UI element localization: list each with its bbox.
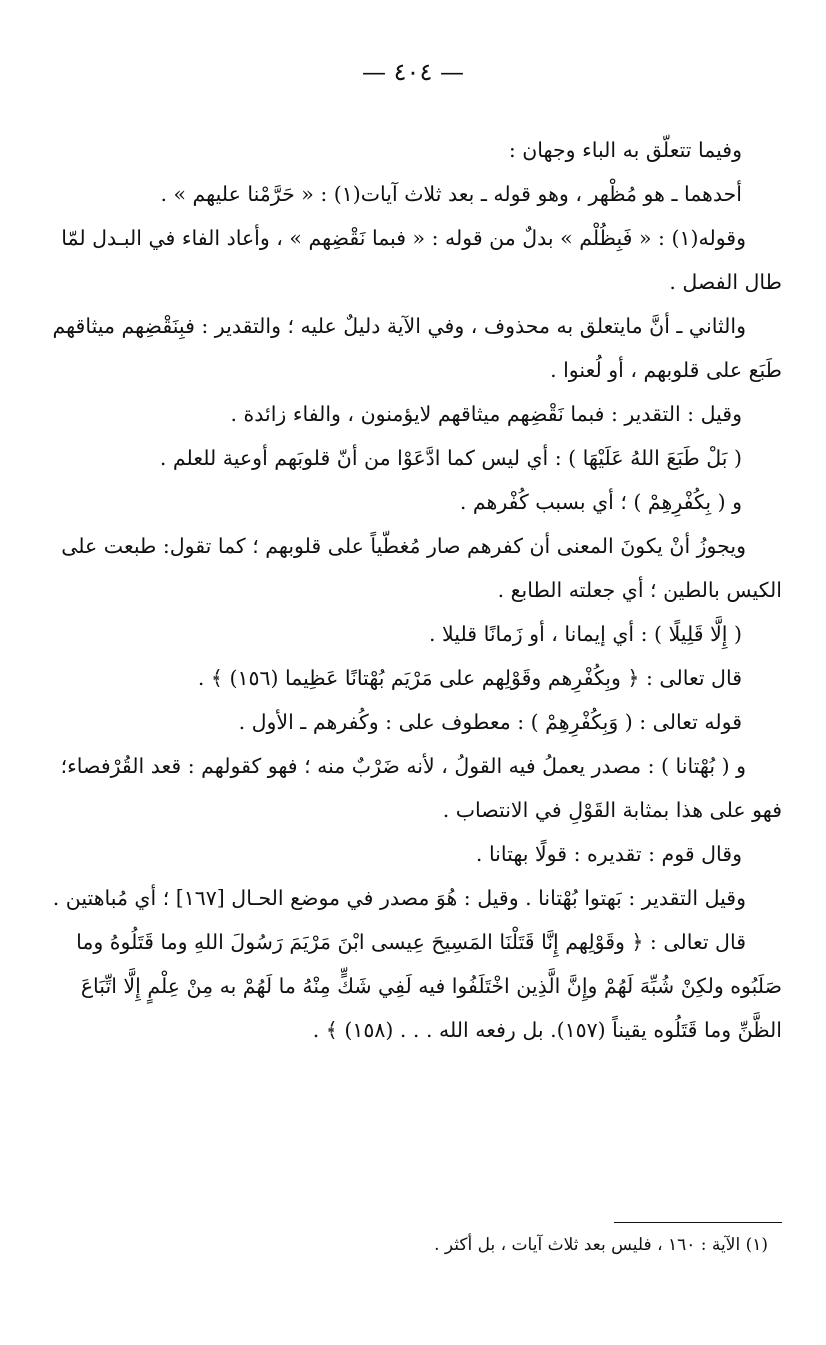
page-number: — ٤٠٤ — — [362, 58, 464, 86]
paragraph: وقال قوم : تقديره : قولًا بهتانا . — [475, 842, 742, 866]
paragraph: والثاني ـ أنَّ مايتعلق به محذوف ، وفي الآية دليلٌ عليه ؛ والتقدير : فبِنَقْضِهم ميثاقهم طَبَع على قلوبهم ، أو لُعنوا . — [52, 314, 782, 382]
paragraph: أحدهما ـ هو مُظْهر ، وهو قوله ـ بعد ثلاث آيات(١) : « حَرَّمْنا عليهم » . — [160, 182, 742, 206]
paragraph: وفيما تتعلّق به الباء وجهان : — [508, 138, 742, 162]
paragraph: قوله تعالى : ( وَبِكُفْرِهِمْ ) : معطوف على : وكُفرهم ـ الأول . — [238, 710, 742, 734]
footnote: (١) الآية : ١٦٠ ، فليس بعد ثلاث آيات ، بل أكثر . — [434, 1235, 768, 1255]
paragraph: ويجوزُ أنْ يكونَ المعنى أن كفرهم صار مُغطّياً على قلوبهم ؛ كما تقول: طبعت على الكيس بالطين ؛ أي جعلته الطابع . — [61, 534, 782, 602]
paragraph: قال تعالى : ﴿ وقَوْلِهم إِنَّا قَتَلْنَا المَسِيحَ عِيسى ابْنَ مَرْيَمَ رَسُولَ اللهِ وما قَتَلُوهُ وما صَلَبُوه ولكِنْ شُبِّهَ لَهُمْ وإِنَّ الَّذِين اخْتَلَفُوا فيه لَفِي شَكٍّ مِنْهُ ما لَهُمْ به مِنْ عِلْمٍ إِلَّا اتِّبَاعَ الظَّنِّ وما قَتَلُوه يقيناً (١٥٧). بل رفعه الله . . . (١٥٨) ﴾ . — [76, 930, 782, 1042]
paragraph: ( إِلَّا قَلِيلًا ) : أي إيمانا ، أو زَمانًا قليلا . — [429, 622, 742, 646]
paragraph: وقوله(١) : « فَبِظُلْم » بدلٌ من قوله : « فبما نَقْضِهم » ، وأعاد الفاء في البـدل لمّا طال الفصل . — [61, 226, 782, 294]
paragraph: قال تعالى : ﴿ وبِكُفْرِهم وقَوْلِهم على مَرْيَم بُهْتانًا عَظِيما (١٥٦) ﴾ . — [197, 666, 742, 690]
paragraph: و ( بُهْتانا ) : مصدر يعملُ فيه القولُ ، لأنه ضَرْبٌ منه ؛ فهو كقولهم : قعد القُرْفصاء؛ فهو على هذا بمثابة القَوْلِ في الانتصاب . — [60, 754, 782, 822]
paragraph: وقيل : التقدير : فبما نَقْضِهم ميثاقهم لايؤمنون ، والفاء زائدة . — [230, 402, 742, 426]
paragraph: ( بَلْ طَبَعَ اللهُ عَلَيْهَا ) : أي ليس كما ادَّعَوْا من أنّ قلوبَهم أوعية للعلم . — [159, 446, 742, 470]
body-text — [42, 128, 782, 1052]
footnote-divider — [614, 1222, 782, 1223]
paragraph: و ( بِكُفْرِهِمْ ) ؛ أي بسبب كُفْرهم . — [459, 490, 742, 514]
paragraph: وقيل التقدير : بَهتوا بُهْتانا . وقيل : هُوَ مصدر في موضع الحـال [١٦٧] ؛ أي مُباهتين . — [52, 886, 746, 910]
